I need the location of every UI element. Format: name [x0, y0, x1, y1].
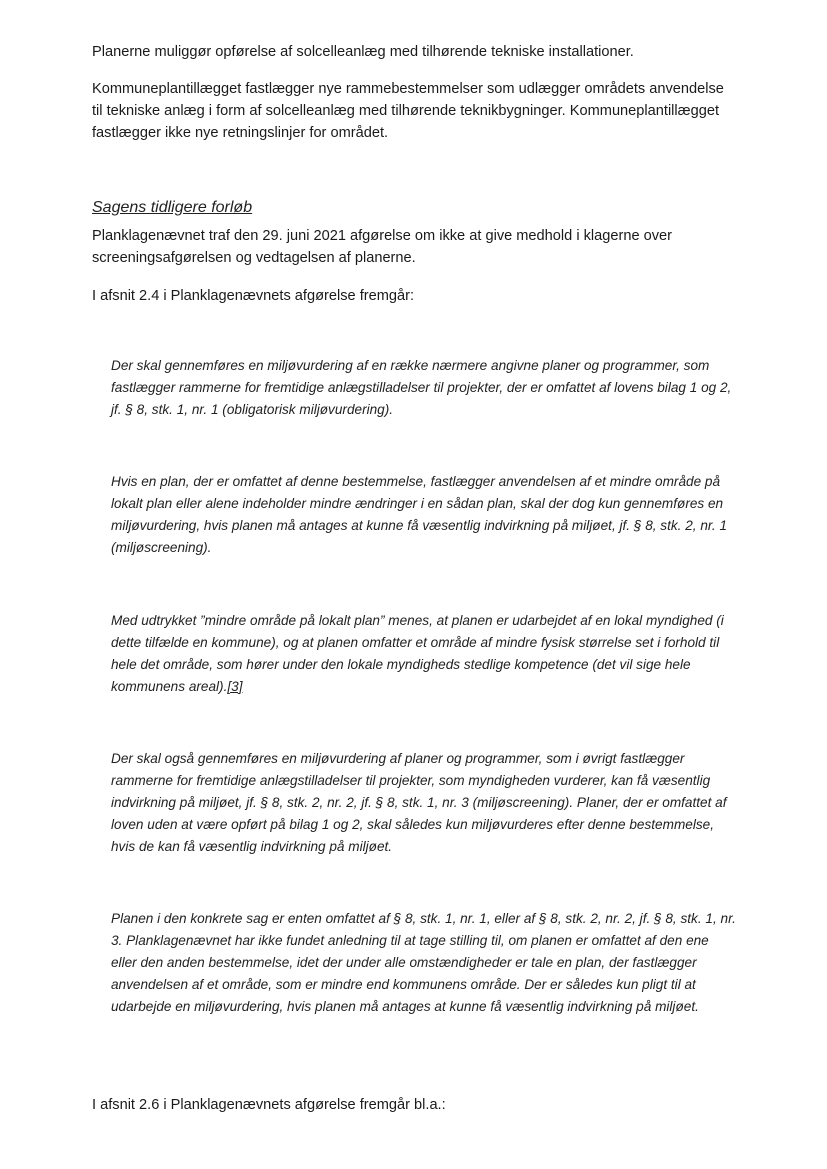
intro-paragraph-2: Kommuneplantillægget fastlægger nye rammebestemmelser som udlægger områdets anvendelse til tekniske anlæg i form af solcelleanlæg med tilhørende teknikbygninger. Kommuneplantillægget fastlægger ikke nye retningslinjer for området.	[92, 81, 724, 141]
quote-paragraph-2: Hvis en plan, der er omfattet af denne bestemmelse, fastlægger anvendelsen af et mindre område på lokalt plan eller alene indeholder mindre ændringer i en sådan plan, skal der dog kun gennemføres en miljøvurdering, hvis planen må antages at kunne få væsentlig indvirkning på miljøet, jf. § 8, stk. 2, nr. 1 (miljøscreening).	[111, 474, 728, 555]
intro-paragraph-1: Planerne muliggør opførelse af solcelleanlæg med tilhørende tekniske installationer.	[92, 44, 634, 60]
section-paragraph-2: I afsnit 2.4 i Planklagenævnets afgørelse fremgår:	[92, 288, 415, 304]
quote-paragraph-3-text: Med udtrykket ”mindre område på lokalt plan” menes, at planen er udarbejdet af en lokal myndighed (i dette tilfælde en kommune), og at planen omfatter et område af mindre fysisk størrelse set i forhold til hele det område, som hører under den lokale myndigheds stedlige kompetence (det vil sige hele kommunens areal).	[111, 613, 724, 694]
quote-paragraph-1: Der skal gennemføres en miljøvurdering af en række nærmere angivne planer og programmer, som fastlægger rammerne for fremtidige anlægstilladelser til projekter, der er omfattet af lovens bilag 1 og 2, jf. § 8, stk. 1, nr. 1 (obligatorisk miljøvurdering).	[111, 358, 732, 417]
section-paragraph-1: Planklagenævnet traf den 29. juni 2021 afgørelse om ikke at give medhold i klagerne over screeningsafgørelsen og vedtagelsen af planerne.	[92, 228, 673, 266]
quote-paragraph-3	[111, 610, 736, 698]
quote-paragraph-5: Planen i den konkrete sag er enten omfattet af § 8, stk. 1, nr. 1, eller af § 8, stk. 2, nr. 2, jf. § 8, stk. 1, nr. 3. Planklagenævnet har ikke fundet anledning til at tage stilling til, om planen er omfattet af den ene eller den anden bestemmelse, idet der under alle omstændigheder er tale en plan, der fastlægger anvendelsen af et område, som er mindre end kommunens område. Der er således kun pligt til at udarbejde en miljøvurdering, hvis planen må antages at kunne få væsentlig indvirkning på miljøet.	[111, 911, 736, 1014]
section-heading: Sagens tidligere forløb	[92, 199, 253, 216]
footnote-link[interactable]: [3]	[227, 679, 243, 694]
closing-paragraph: I afsnit 2.6 i Planklagenævnets afgørelse fremgår bl.a.:	[92, 1097, 446, 1113]
quote-paragraph-4: Der skal også gennemføres en miljøvurdering af planer og programmer, som i øvrigt fastlægger rammerne for fremtidige anlægstilladelser til projekter, som myndigheden vurderer, kan få væsentlig indvirkning på miljøet, jf. § 8, stk. 2, nr. 2, jf. § 8, stk. 1, nr. 3 (miljøscreening). Planer, der er omfattet af loven uden at være opført på bilag 1 og 2, skal således kun miljøvurderes efter denne bestemmelse, hvis de kan få væsentlig indvirkning på miljøet.	[111, 751, 727, 854]
